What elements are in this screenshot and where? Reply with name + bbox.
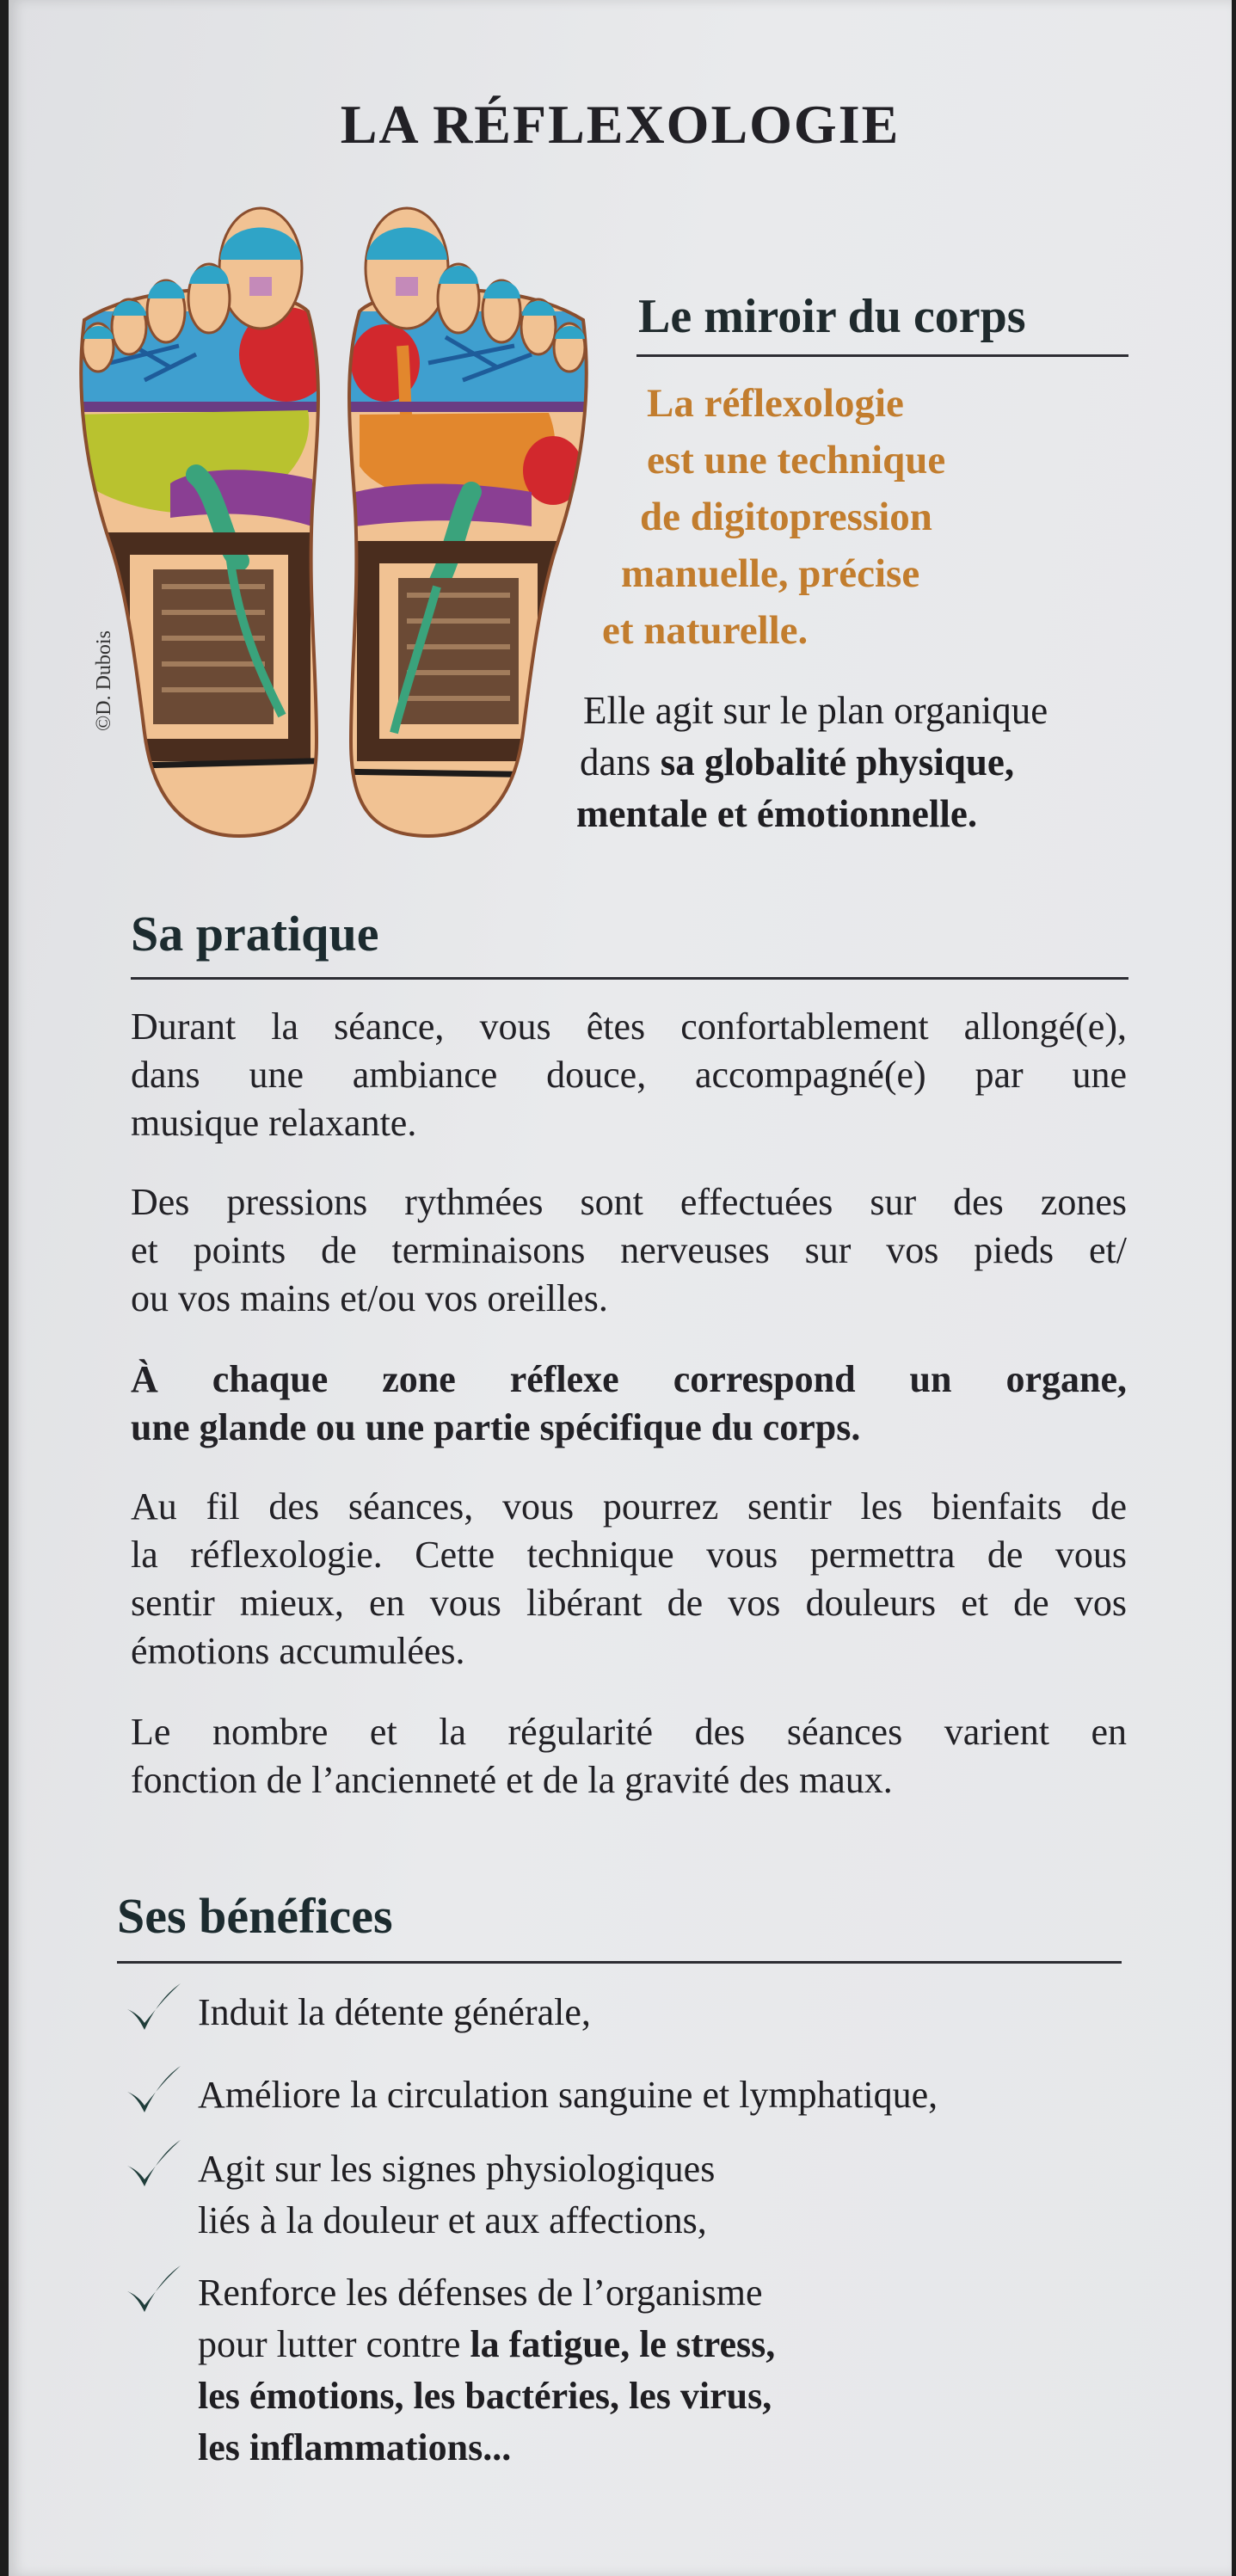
text-line: et points de terminaisons nerveuses sur vos pieds et/ (131, 1229, 1127, 1271)
page-title: LA RÉFLEXOLOGIE (340, 94, 901, 155)
text-line: émotions accumulées. (131, 1630, 465, 1672)
text-line: les inflammations... (198, 2426, 512, 2468)
text-line: pour lutter contre la fatigue, le stress, (198, 2323, 776, 2365)
benefits-heading: Ses bénéfices (117, 1888, 393, 1944)
text-line: musique relaxante. (131, 1102, 417, 1144)
checkmark-icon (122, 1980, 184, 2035)
text-line: Le nombre et la régularité des séances varient en (131, 1711, 1127, 1753)
mirror-heading-rule (636, 354, 1128, 357)
practice-heading-rule (131, 977, 1128, 980)
text-line: une glande ou une partie spécifique du corps. (131, 1406, 861, 1448)
benefits-heading-rule (117, 1961, 1122, 1964)
text-line: la réflexologie. Cette technique vous permettra de vous (131, 1534, 1127, 1576)
text-line: Améliore la circulation sanguine et lymphatique, (198, 2074, 938, 2116)
text-line: liés à la douleur et aux affections, (198, 2199, 707, 2241)
benefit-item-circulation (198, 2069, 938, 2121)
text-line: Au fil des séances, vous pourrez sentir les bienfaits de (131, 1485, 1127, 1528)
mirror-lead-line: et naturelle. (602, 608, 809, 653)
illustration-credit: ©D. Dubois (93, 630, 115, 731)
right-foot (334, 208, 618, 853)
mirror-heading: Le miroir du corps (638, 290, 1026, 343)
leaflet-page (9, 0, 1232, 2576)
mirror-body-line: Elle agit sur le plan organique (583, 689, 1048, 732)
mirror-lead-line: de digitopression (640, 495, 932, 539)
checkmark-icon (122, 2262, 184, 2317)
practice-paragraph-3 (131, 1356, 1127, 1452)
benefit-item-physiological (198, 2143, 715, 2247)
practice-paragraph-4 (131, 1483, 1127, 1675)
mirror-body-line: mentale et émotionnelle. (576, 792, 978, 835)
benefit-item-defenses (198, 2267, 775, 2474)
text-line: sentir mieux, en vous libérant de vos douleurs et de vos (131, 1582, 1127, 1624)
practice-paragraph-1 (131, 1003, 1127, 1147)
checkmark-icon (122, 2063, 184, 2118)
benefit-item-relaxation (198, 1987, 591, 2038)
reflexology-feet-illustration (67, 182, 618, 853)
practice-paragraph-2 (131, 1178, 1127, 1323)
mirror-lead-line: est une technique (647, 438, 946, 483)
text-line: À chaque zone réflexe correspond un organe, (131, 1358, 1127, 1400)
text-line: Durant la séance, vous êtes confortablement allongé(e), (131, 1005, 1127, 1048)
practice-paragraph-5 (131, 1708, 1127, 1804)
checkmark-icon (122, 2136, 184, 2192)
mirror-lead-line: manuelle, précise (621, 551, 920, 596)
text-line: fonction de l’ancienneté et de la gravité des maux. (131, 1759, 893, 1801)
text-line: dans une ambiance douce, accompagné(e) par une (131, 1054, 1127, 1096)
text-line: ou vos mains et/ou vos oreilles. (131, 1277, 608, 1319)
practice-heading: Sa pratique (131, 906, 379, 962)
mirror-lead-line: La réflexologie (647, 381, 904, 426)
left-foot (67, 208, 342, 853)
text-line: Renforce les défenses de l’organisme (198, 2272, 763, 2314)
text-line: les émotions, les bactéries, les virus, (198, 2375, 772, 2417)
text-line: Agit sur les signes physiologiques (198, 2148, 716, 2190)
text-line: Des pressions rythmées sont effectuées sur des zones (131, 1181, 1127, 1223)
mirror-body-line: dans sa globalité physique, (580, 741, 1015, 784)
text-line: Induit la détente générale, (198, 1991, 591, 2033)
